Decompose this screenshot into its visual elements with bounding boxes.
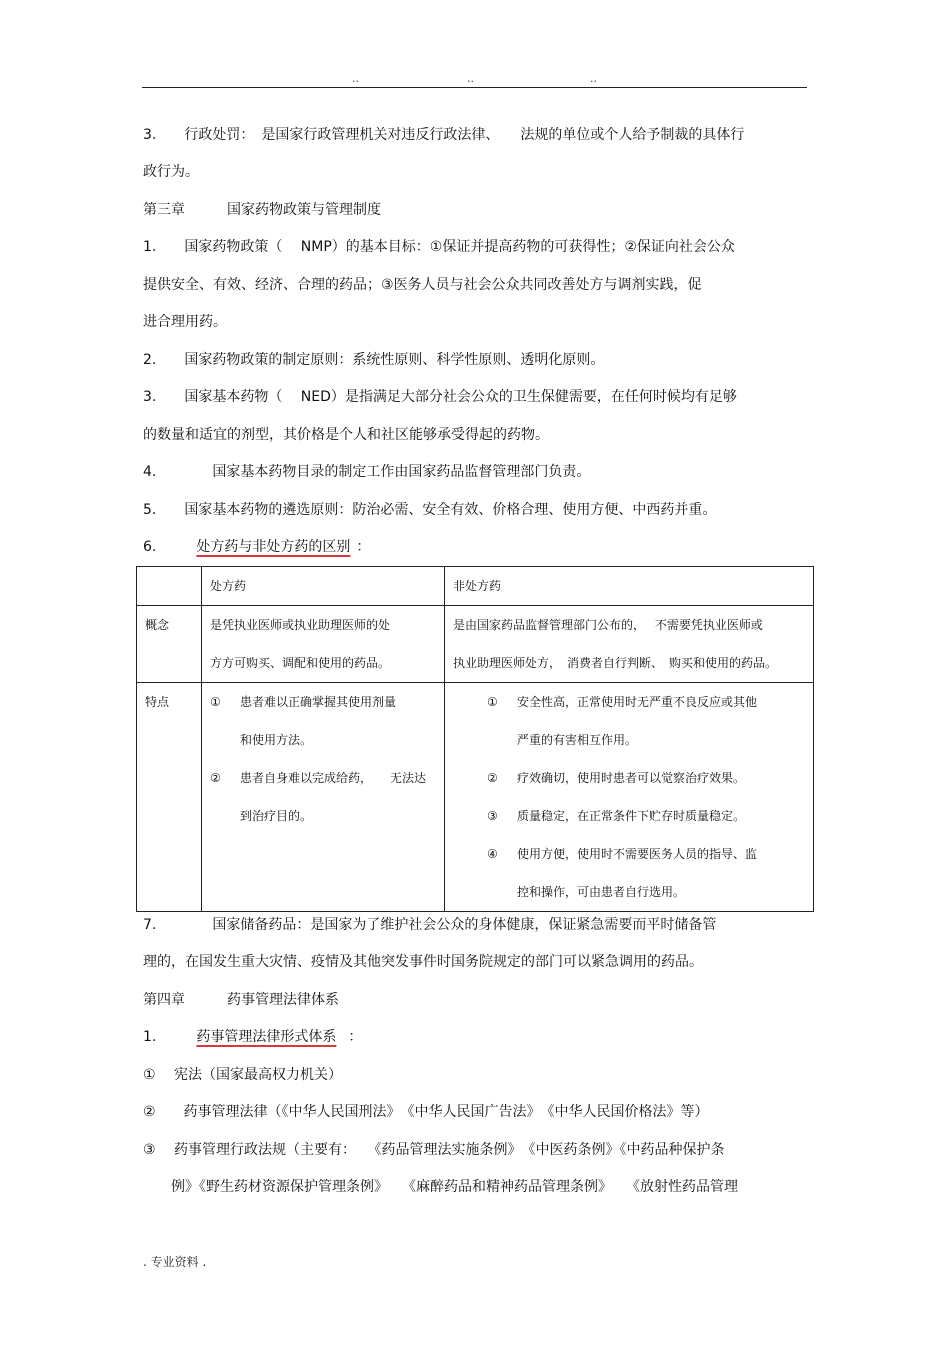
table-row: [137, 683, 814, 912]
header-dots: ..: [590, 72, 597, 85]
list-line: ③ 药事管理行政法规（主要有： 《药品管理法实施条例》 《中医药条例》《中药品种保护条: [143, 1142, 725, 1158]
page-footer: . 专业资料 .: [143, 1255, 207, 1269]
item-number: 6.: [143, 539, 157, 555]
paragraph-line: 提供安全、有效、经济、合理的药品；③医务人员与社会公众共同改善处方与调剂实践，促: [143, 277, 702, 293]
header-dots: ..: [352, 72, 359, 85]
comparison-table: [136, 566, 814, 912]
list-item: ④ 使用方便，使用时不需要医务人员的指导、监: [487, 847, 758, 861]
list-item: ② 患者自身难以完成给药， 无法达: [210, 771, 427, 785]
list-item: ② 疗效确切，使用时患者可以觉察治疗效果。: [487, 771, 746, 785]
list-item: ① 患者难以正确掌握其使用剂量: [210, 695, 397, 709]
table-header-cell: [137, 567, 202, 606]
list-item: 到治疗目的。: [240, 809, 313, 823]
table-cell: 是由国家药品监督管理部门公布的， 不需要凭执业医师或 执业助理医师处方， 消费者自行判断、 购买和使用的药品。: [445, 606, 814, 683]
paragraph-line: 1. 国家药物政策（ NMP）的基本目标：①保证并提高药物的可获得性；②保证向社会公众: [143, 239, 735, 255]
table-cell: [445, 683, 814, 912]
list-item: 和使用方法。: [240, 733, 313, 747]
list-item: 严重的有害相互作用。: [517, 733, 638, 747]
item-number: 1.: [143, 1029, 157, 1045]
paragraph-line: 进合理用药。: [143, 314, 227, 330]
list-line: 例》《野生药材资源保护管理条例》 《麻醉药品和精神药品管理条例》 《放射性药品管理: [143, 1179, 738, 1195]
paragraph-line: 理的，在国发生重大灾情、疫情及其他突发事件时国务院规定的部门可以紧急调用的药品。: [143, 954, 703, 970]
chapter-heading: 第三章 国家药物政策与管理制度: [143, 202, 381, 218]
paragraph-line: 4. 国家基本药物目录的制定工作由国家药品监督管理部门负责。: [143, 464, 591, 480]
list-item: 控和操作，可由患者自行选用。: [517, 885, 686, 899]
table-row: [137, 606, 814, 683]
row-label: 概念: [137, 606, 202, 683]
underlined-title: 处方药与非处方药的区别: [196, 539, 351, 555]
paragraph-line: 政行为。: [143, 164, 199, 180]
list-line: ① 宪法（国家最高权力机关）: [143, 1067, 343, 1083]
paragraph-line: 7. 国家储备药品：是国家为了维护社会公众的身体健康，保证紧急需要而平时储备管: [143, 917, 717, 933]
paragraph-line: 5. 国家基本药物的遴选原则：防治必需、安全有效、价格合理、使用方便、中西药并重。: [143, 502, 717, 518]
paragraph-line: 的数量和适宜的剂型，其价格是个人和社区能够承受得起的药物。: [143, 427, 549, 443]
header-dots: ..: [467, 72, 474, 85]
list-item: ③ 质量稳定，在正常条件下贮存时质量稳定。: [487, 809, 746, 823]
table-cell: [202, 683, 445, 912]
paragraph-line: 2. 国家药物政策的制定原则：系统性原则、科学性原则、透明化原则。: [143, 352, 605, 368]
underlined-title: 药事管理法律形式体系: [196, 1029, 337, 1045]
list-line: ② 药事管理法律（《中华人民国刑法》 《中华人民国广告法》 《中华人民国价格法》等）: [143, 1104, 709, 1120]
item-colon: ：: [348, 1029, 363, 1045]
header-rule: [142, 87, 807, 88]
table-cell: 是凭执业医师或执业助理医师的处 方方可购买、调配和使用的药品。: [202, 606, 445, 683]
section-item-6: [143, 538, 370, 556]
row-label: 特点: [137, 683, 202, 912]
paragraph-line: 3. 行政处罚： 是国家行政管理机关对违反行政法律、 法规的单位或个人给予制裁的具体行: [143, 127, 745, 143]
chapter-heading: 第四章 药事管理法律体系: [143, 992, 339, 1008]
table-header-row: [137, 567, 814, 606]
section-item-4-1: [143, 1028, 362, 1046]
list-item: ① 安全性高，正常使用时无严重不良反应或其他: [487, 695, 758, 709]
item-colon: ：: [356, 539, 371, 555]
paragraph-line: 3. 国家基本药物（ NED）是指满足大部分社会公众的卫生保健需要，在任何时候均有足够: [143, 389, 737, 405]
table-header-cell: 处方药: [202, 567, 445, 606]
table-header-cell: 非处方药: [445, 567, 814, 606]
